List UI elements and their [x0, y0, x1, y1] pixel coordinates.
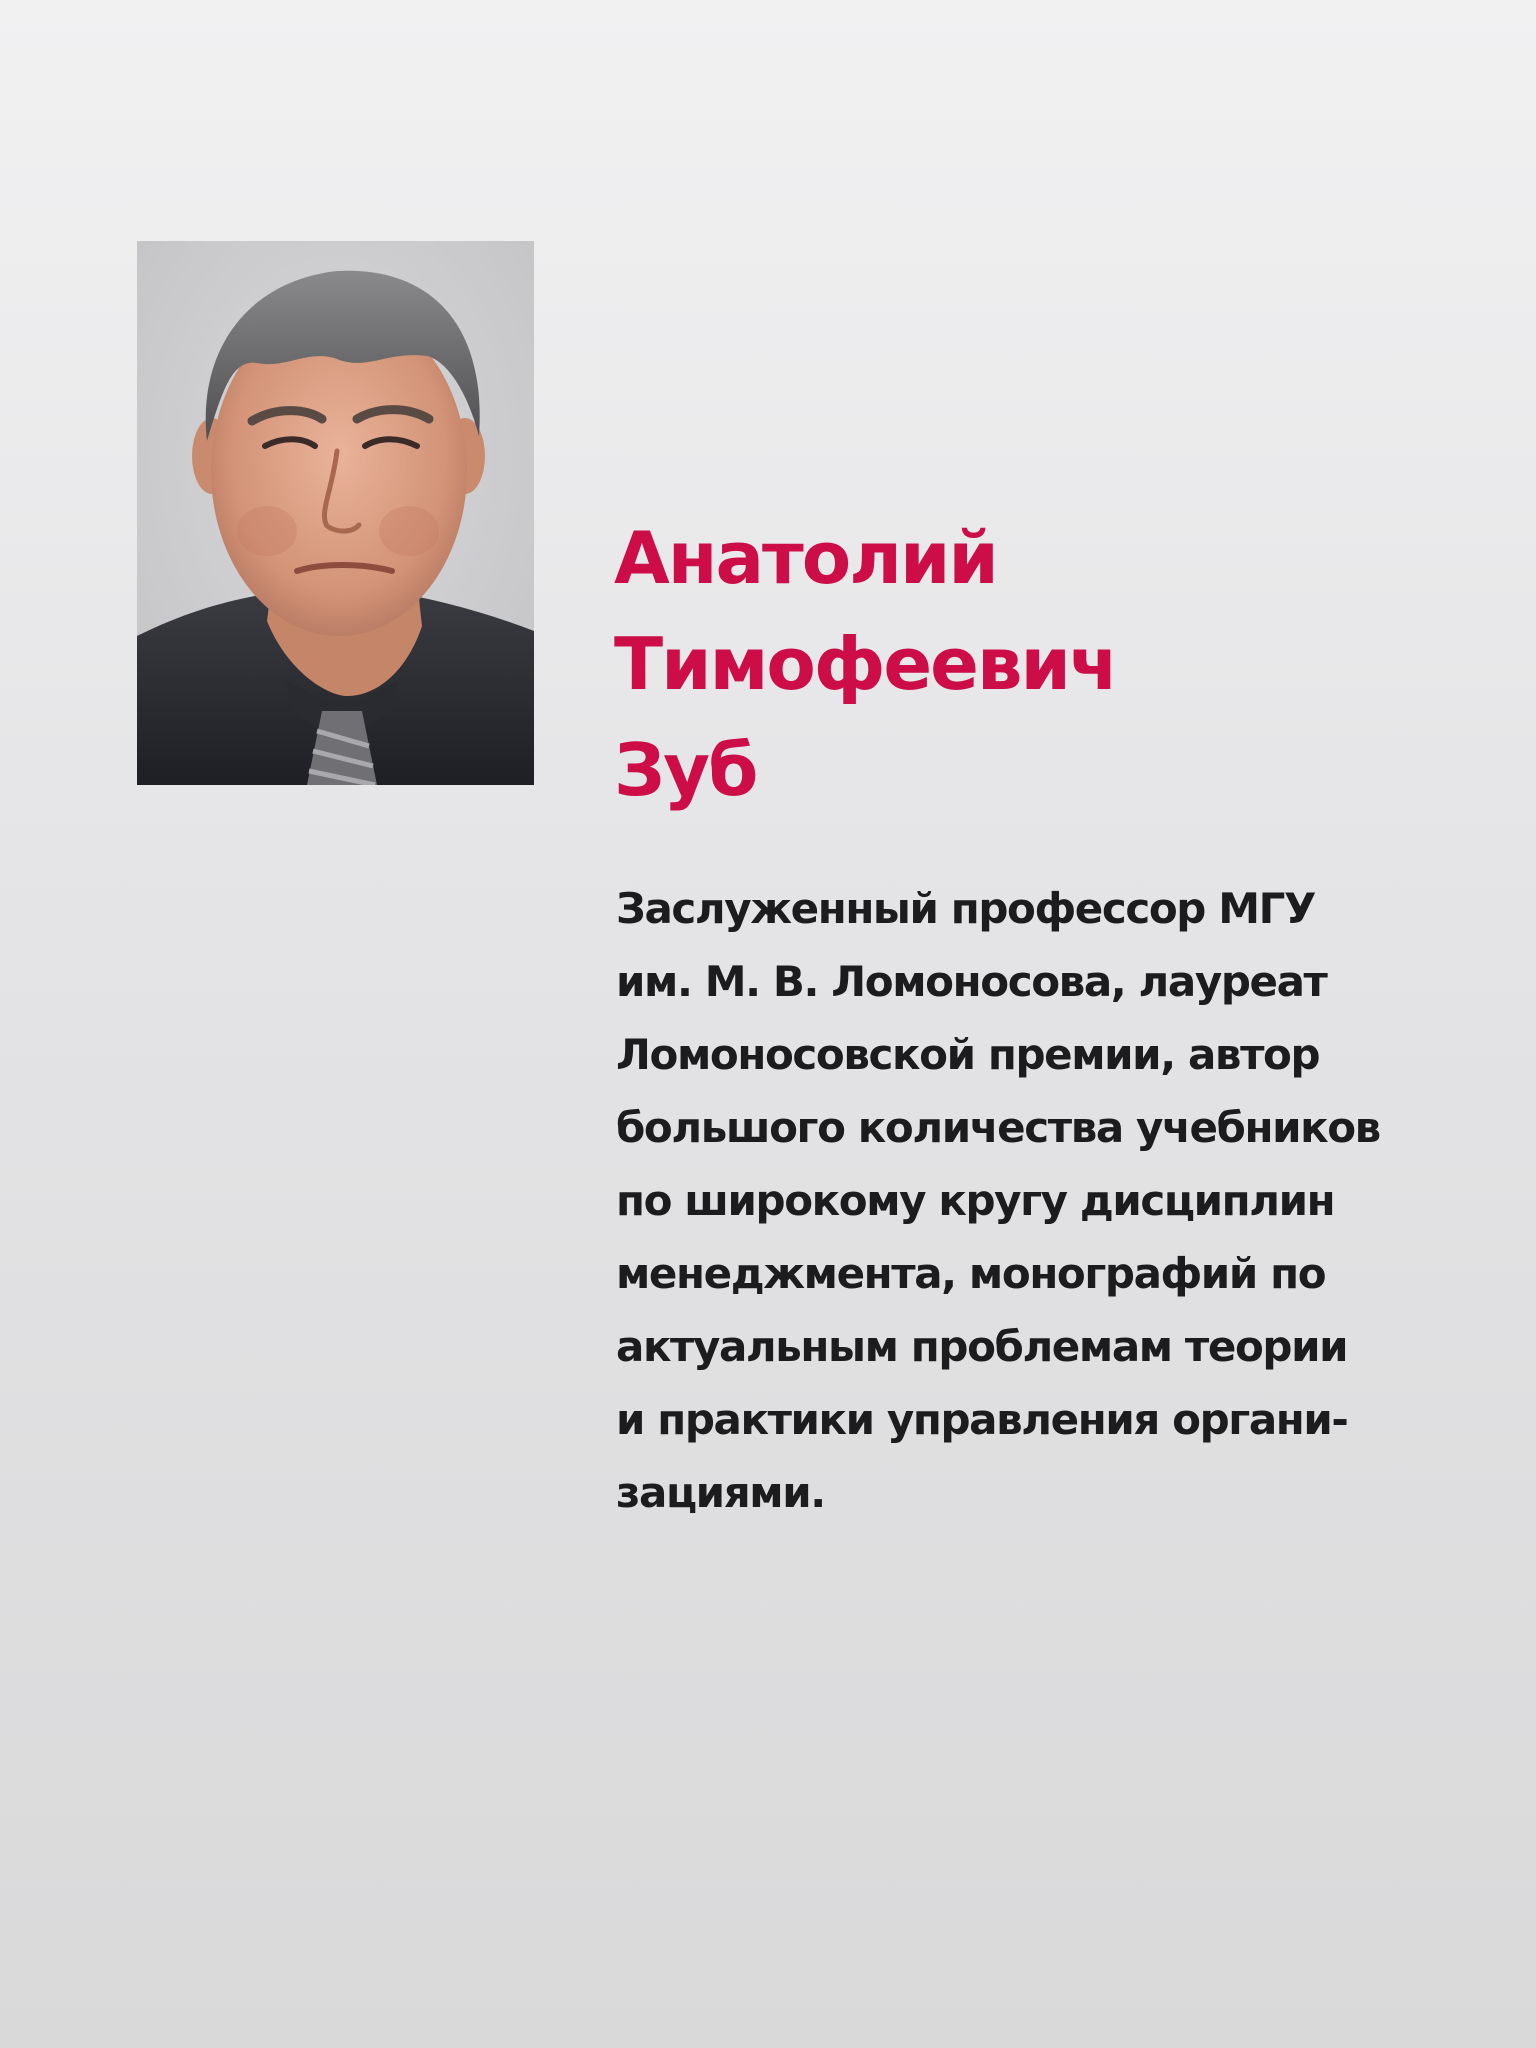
bio-line: зациями.	[616, 1468, 825, 1517]
author-last-name: Зуб	[614, 728, 757, 812]
bio-line: большого количества учебников	[616, 1103, 1380, 1152]
portrait-photo-icon	[137, 241, 534, 785]
author-patronymic: Тимофеевич	[614, 622, 1117, 706]
bio-line: по широкому кругу дисциплин	[616, 1176, 1335, 1225]
author-first-name: Анатолий	[614, 516, 997, 600]
author-bio	[616, 872, 1380, 1529]
bio-line: Ломоносовской премии, автор	[616, 1030, 1320, 1079]
bio-line: актуальным проблемам теории	[616, 1322, 1348, 1371]
bio-line: и практики управления органи-	[616, 1395, 1348, 1444]
bio-line: им. М. В. Ломоносова, лауреат	[616, 957, 1327, 1006]
author-portrait	[137, 241, 534, 785]
bio-line: менеджмента, монографий по	[616, 1249, 1326, 1298]
bio-line: Заслуженный профессор МГУ	[616, 884, 1315, 933]
author-name	[614, 505, 1116, 823]
